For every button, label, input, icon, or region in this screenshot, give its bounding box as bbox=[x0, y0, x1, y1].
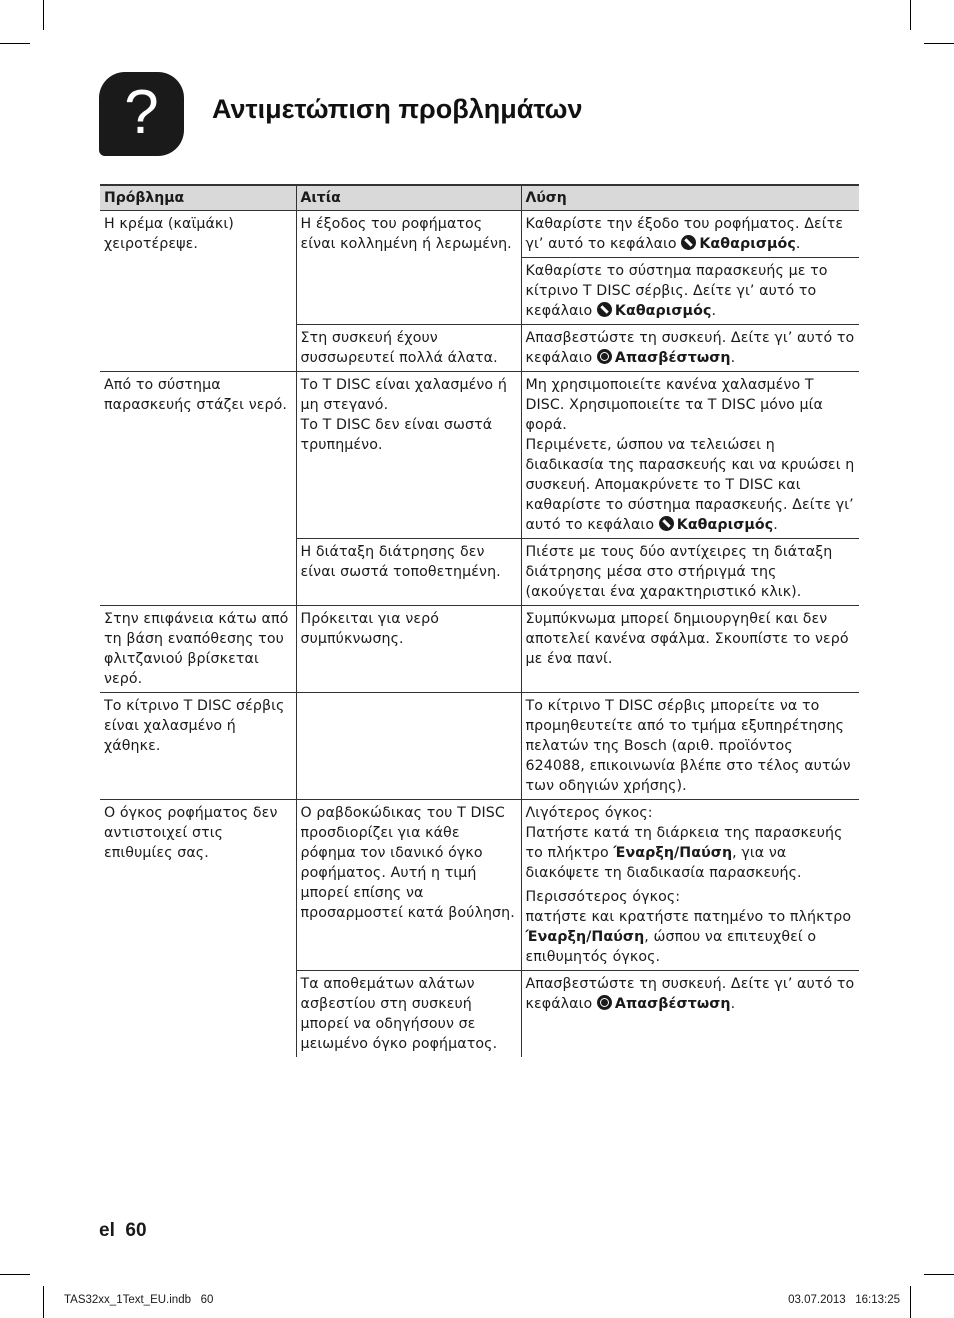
problem-cell: Στην επιφάνεια κάτω από τη βάση εναπόθεσης του φλιτζανιού βρίσκεται νερό. bbox=[100, 606, 296, 693]
page-title: Αντιμετώπιση προβλημάτων bbox=[212, 94, 583, 124]
solution-text: Απασβεστώστε τη συσκευή. Δείτε γι’ αυτό το κεφάλαιο bbox=[525, 976, 855, 1012]
descaling-icon bbox=[597, 995, 612, 1010]
solution-cell: Το κίτρινο T DISC σέρβις μπορείτε να το προμηθευτείτε από το τμήμα εξυπηρέτησης πελατών της Bosch (αριθ. προϊόντος 624088, επικοινωνία βλέπε στο τέλος αυτών των οδηγιών χρήσης). bbox=[521, 693, 859, 800]
cause-cell: Η έξοδος του ροφήματος είναι κολλημένη ή λερωμένη. bbox=[296, 211, 521, 325]
solution-text: , για να διακόψετε τη διαδικασία παρασκευής. bbox=[525, 845, 802, 881]
solution-heading: Λιγότερος όγκος: bbox=[525, 805, 653, 821]
problem-cell: Η κρέμα (καϊμάκι) χειροτέρεψε. bbox=[104, 216, 234, 252]
crop-mark bbox=[43, 1286, 44, 1318]
key-label: Έναρξη/Παύση bbox=[613, 845, 733, 861]
solution-heading: Περισσότερος όγκος: bbox=[525, 889, 681, 905]
chapter-reference: Καθαρισμός bbox=[676, 517, 774, 533]
crop-mark bbox=[910, 0, 911, 30]
solution-cell bbox=[521, 971, 859, 1058]
chapter-reference: Απασβέστωση bbox=[614, 350, 731, 366]
period: . bbox=[711, 303, 717, 319]
solution-cell bbox=[521, 258, 859, 325]
header-solution: Λύση bbox=[521, 185, 859, 211]
table-row bbox=[100, 800, 859, 971]
table-header-row bbox=[100, 185, 859, 211]
solution-text: Μη χρησιμοποιείτε κανένα χαλασμένο T DISC. Χρησιμοποιείτε τα T DISC μόνο μία φορά. bbox=[525, 377, 823, 433]
troubleshooting-table bbox=[100, 184, 859, 1057]
solution-text: , ώσπου να επιτευχθεί ο επιθυμητός όγκος. bbox=[525, 929, 817, 965]
solution-text: πατήστε και κρατήστε πατημένο το πλήκτρο bbox=[525, 909, 852, 925]
solution-cell bbox=[521, 211, 859, 258]
table-row bbox=[100, 372, 859, 539]
period: . bbox=[773, 517, 778, 533]
solution-text: Περιμένετε, ώσπου να τελειώσει η διαδικασία της παρασκευής και να κρυώσει η συσκευή. Απομακρύνετε το T DISC και καθαρίστε το σύστημα παρασκευής. Δείτε γι’ αυτό το κεφάλαιο bbox=[525, 437, 855, 533]
cause-cell: Πρόκειται για νερό συμπύκνωσης. bbox=[296, 606, 521, 693]
chapter-reference: Καθαρισμός bbox=[699, 236, 796, 252]
cause-cell: Τα αποθεμάτων αλάτων ασβεστίου στη συσκευή μπορεί να οδηγήσουν σε μειωμένο όγκο ροφήματος. bbox=[296, 971, 521, 1058]
chapter-reference: Καθαρισμός bbox=[614, 303, 712, 319]
cleaning-icon bbox=[681, 235, 696, 250]
crop-mark bbox=[43, 0, 44, 30]
crop-mark bbox=[910, 1286, 911, 1318]
solution-cell bbox=[521, 800, 859, 971]
header-cause: Αιτία bbox=[296, 185, 521, 211]
print-date-info: 03.07.2013 16:13:25 bbox=[788, 1294, 900, 1306]
print-file-info: TAS32xx_1Text_EU.indb 60 bbox=[64, 1294, 214, 1306]
crop-mark bbox=[0, 1274, 30, 1275]
cleaning-icon bbox=[659, 516, 674, 531]
question-glyph: ? bbox=[124, 78, 159, 147]
cause-cell: Η διάταξη διάτρησης δεν είναι σωστά τοποθετημένη. bbox=[296, 539, 521, 606]
language-code: el bbox=[99, 1220, 115, 1241]
page-footer-number bbox=[99, 1220, 147, 1242]
problem-cell: Από το σύστημα παρασκευής στάζει νερό. bbox=[100, 372, 296, 606]
problem-cell: Ο όγκος ροφήματος δεν αντιστοιχεί στις επιθυμίες σας. bbox=[100, 800, 296, 1058]
cause-cell bbox=[296, 372, 521, 539]
question-mark-icon bbox=[99, 72, 184, 156]
cause-text: Το T DISC δεν είναι σωστά τρυπημένο. bbox=[300, 417, 493, 453]
solution-cell bbox=[521, 325, 859, 372]
crop-mark bbox=[924, 43, 954, 44]
page-number: 60 bbox=[125, 1220, 147, 1241]
solution-text: Καθαρίστε την έξοδο του ροφήματος. Δείτε γι’ αυτό το κεφάλαιο bbox=[525, 216, 844, 252]
table-row bbox=[100, 606, 859, 693]
problem-cell: Το κίτρινο T DISC σέρβις είναι χαλασμένο ή χάθηκε. bbox=[100, 693, 296, 800]
solution-cell: Πιέστε με τους δύο αντίχειρες τη διάταξη διάτρησης μέσα στο στήριγμά της (ακούγεται ένα χαρακτηριστικό κλικ). bbox=[521, 539, 859, 606]
key-label: Έναρξη/Παύση bbox=[525, 929, 645, 945]
period: . bbox=[730, 350, 736, 366]
cleaning-icon bbox=[597, 302, 612, 317]
cause-cell: Στη συσκευή έχουν συσσωρευτεί πολλά άλατα. bbox=[296, 325, 521, 372]
period: . bbox=[795, 236, 801, 252]
cause-cell bbox=[296, 693, 521, 800]
cause-cell: Ο ραβδοκώδικας του T DISC προσδιορίζει για κάθε ρόφημα τον ιδανικό όγκο ροφήματος. Αυτή η τιμή μπορεί επίσης να προσαρμοστεί κατά βούληση. bbox=[296, 800, 521, 971]
solution-text: Καθαρίστε το σύστημα παρασκευής με το κίτρινο T DISC σέρβις. Δείτε γι’ αυτό το κεφάλαιο bbox=[525, 263, 828, 319]
period: . bbox=[730, 996, 736, 1012]
descaling-icon bbox=[597, 349, 612, 364]
table-row bbox=[100, 693, 859, 800]
cause-text: Το T DISC είναι χαλασμένο ή μη στεγανό. bbox=[300, 377, 507, 413]
solution-cell: Συμπύκνωμα μπορεί δημιουργηθεί και δεν αποτελεί κανένα σφάλμα. Σκουπίστε το νερό με ένα πανί. bbox=[521, 606, 859, 693]
solution-cell bbox=[521, 372, 859, 539]
chapter-reference: Απασβέστωση bbox=[614, 996, 731, 1012]
crop-mark bbox=[0, 43, 30, 44]
header-problem: Πρόβλημα bbox=[100, 185, 296, 211]
crop-mark bbox=[924, 1274, 954, 1275]
solution-text: Πατήστε κατά τη διάρκεια της παρασκευής το πλήκτρο bbox=[525, 825, 843, 861]
table-row bbox=[100, 211, 859, 258]
solution-text: Απασβεστώστε τη συσκευή. Δείτε γι’ αυτό το κεφάλαιο bbox=[525, 330, 855, 366]
